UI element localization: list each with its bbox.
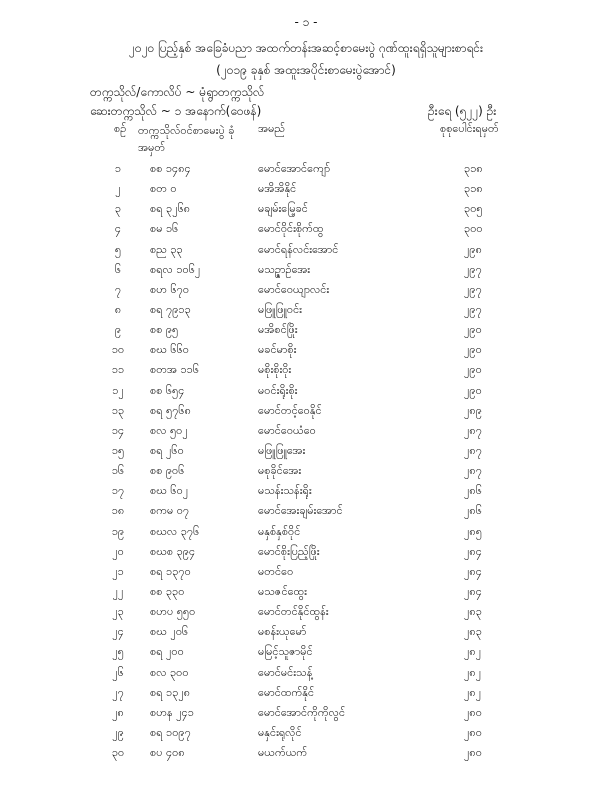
- student-name: မောင်အောင်ကျော်: [258, 162, 331, 175]
- row-number: ၈: [114, 302, 122, 316]
- total-marks: ၂၈၂: [464, 645, 482, 659]
- total-marks: ၂၉၀: [464, 323, 482, 337]
- row-number: ၁၃: [111, 403, 125, 417]
- roll-number: စရ ၃၂၆၈: [150, 202, 191, 216]
- student-name: မချမ်းမြေ့ခင်: [258, 202, 308, 216]
- total-marks: ၂၈၅: [464, 524, 482, 538]
- row-number: ၃: [114, 202, 122, 216]
- row-number: ၂၆: [112, 665, 124, 679]
- row-number: ၂: [115, 182, 121, 196]
- total-marks: ၂၈၇: [464, 443, 482, 457]
- student-name: မဖြူဖြူဝင်း: [258, 302, 302, 316]
- table-row: [0, 684, 612, 704]
- total-marks: ၂၉၈: [464, 242, 482, 256]
- page-number: - ၁ -: [294, 15, 318, 29]
- student-name: မောင်ရန်လင်းအောင်: [258, 242, 339, 256]
- roll-number: စဟန ၂၄၁: [150, 705, 194, 719]
- total-marks: ၂၉၇: [464, 262, 482, 276]
- student-name: မနှစ်နှစ်ဝိုင်: [258, 524, 301, 538]
- header-marks: စုစုပေါင်းရမှတ်: [440, 122, 499, 135]
- table-row: [0, 523, 612, 543]
- table-row: [0, 704, 612, 724]
- student-name: မသန်းသန်းရိုး: [258, 484, 312, 498]
- total-marks: ၂၈၄: [464, 564, 482, 578]
- student-name: မောင်ဝိုင်းစိုက်ထွ: [258, 222, 324, 236]
- university-line: တက္ကသိုလ်/ကောလိပ် ~ မုံရွာတက္ကသိုလ်: [90, 85, 265, 99]
- roll-number: စရ ၁၃၂၈: [150, 685, 191, 699]
- row-number: ၂၈: [112, 705, 124, 719]
- table-row: [0, 200, 612, 220]
- total-count: ဦးရေ (၅၂၂) ဦး: [428, 104, 497, 118]
- total-marks: ၂၈၀: [464, 725, 482, 739]
- roll-number: စစ ၃၃၀: [150, 584, 185, 598]
- row-number: ၁၆: [111, 464, 125, 478]
- table-row: [0, 180, 612, 200]
- total-marks: ၂၉၀: [464, 343, 482, 357]
- total-marks: ၃၁၈: [464, 162, 483, 175]
- row-number: ၂၇: [112, 685, 124, 699]
- table-row: [0, 281, 612, 301]
- row-number: ၁၀: [111, 343, 125, 357]
- total-marks: ၂၈၄: [464, 584, 482, 598]
- student-name: မအိအိနိုင်: [258, 182, 297, 196]
- total-marks: ၂၉၀: [464, 383, 482, 397]
- student-name: မောင်ထက်နိုင်: [258, 685, 315, 699]
- table-row: [0, 623, 612, 643]
- row-number: ၁၄: [111, 423, 125, 437]
- student-name: မသဇင်ထွေး: [258, 584, 307, 598]
- row-number: ၁၉: [111, 524, 125, 538]
- table-row: [0, 744, 612, 764]
- roll-number: စရ ၅၇၆၈: [150, 403, 191, 417]
- table-row: [0, 220, 612, 240]
- roll-number: စဃစ ၃၉၄: [150, 544, 196, 558]
- table-row: [0, 442, 612, 462]
- table-row: [0, 603, 612, 623]
- row-number: ၂၀: [112, 544, 124, 558]
- table-row: [0, 361, 612, 381]
- student-name: မောင်ဝေယံဝေ: [258, 423, 316, 437]
- total-marks: ၃၀၀: [464, 222, 483, 236]
- row-number: ၁: [114, 162, 122, 175]
- roll-number: စည ၃၃: [150, 242, 183, 256]
- roll-number: စတ ၀: [150, 182, 177, 196]
- total-marks: ၂၈၇: [464, 423, 482, 437]
- header-roll: တက္ကသိုလ်ဝင်စာမေးပွဲ ခုံအမှတ်: [138, 124, 235, 154]
- roll-number: စရ ၂၀၀: [150, 645, 184, 659]
- roll-number: စပ ၄၀၈: [150, 746, 185, 760]
- student-name: မသဉ္ဇာဉ်အေး: [258, 262, 311, 276]
- total-marks: ၂၈၃: [464, 605, 482, 619]
- student-name: မောင်မင်းသန့်: [258, 665, 313, 679]
- student-name: မမြင့်သူဇာမိုင်: [258, 645, 313, 659]
- total-marks: ၂၉၇: [464, 302, 482, 316]
- student-name: မစန်းယုမော်: [258, 625, 307, 639]
- table-row: [0, 664, 612, 684]
- header-name: အမည်: [258, 122, 286, 135]
- roll-number: စဟ ၆၇၀: [150, 282, 190, 296]
- roll-number: စစ ၆၅၄: [150, 383, 185, 397]
- student-name: မနှင်းရုလိုင်: [258, 725, 302, 739]
- roll-number: စမ ၁၆: [150, 222, 179, 236]
- table-row: [0, 301, 612, 321]
- total-marks: ၂၈၆: [464, 484, 482, 498]
- roll-number: စရ ၁၀၉၇: [150, 725, 191, 739]
- table-row: [0, 241, 612, 261]
- table-row: [0, 502, 612, 522]
- student-name: မအိစင်ဖြိုး: [258, 323, 298, 337]
- student-name: မစိုးစိုးဝိုး: [258, 363, 292, 377]
- table-row: [0, 402, 612, 422]
- row-number: ၁၁: [111, 363, 125, 377]
- student-name: မောင်အေးချမ်းအောင်: [258, 504, 343, 518]
- row-number: ၁၅: [111, 443, 125, 457]
- row-number: ၂၁: [112, 564, 124, 578]
- exam-center-line: ဆေးတက္ကသိုလ် ~ ၁ အနောက်(ဝေဖန်): [90, 104, 262, 118]
- table-row: [0, 321, 612, 341]
- table-row: [0, 482, 612, 502]
- row-number: ၅: [114, 242, 122, 256]
- roll-number: စရလ ၁၀၆၂: [150, 262, 201, 276]
- results-table: [0, 160, 612, 764]
- header-number: စဉ်: [114, 122, 127, 135]
- student-name: မောင်စိုးပြည့်ဖြိုး: [258, 544, 320, 558]
- table-row: [0, 563, 612, 583]
- table-row: [0, 341, 612, 361]
- total-marks: ၂၈၀: [464, 746, 482, 760]
- total-marks: ၂၈၉: [464, 403, 482, 417]
- document-title: ၂၀၂၀ ပြည့်နှစ် အခြေခံပညာ အထက်တန်းအဆင့်စာမေးပွဲ ဂုဏ်ထူးရရှိသူများစာရင်း: [128, 41, 484, 55]
- total-marks: ၃၁၈: [464, 182, 483, 196]
- student-name: မောင်တင်နိုင်ထွန်း: [258, 605, 329, 619]
- row-number: ၂၃: [112, 605, 124, 619]
- roll-number: စဃလ ၃၇၆: [150, 524, 200, 538]
- roll-number: စကမ ၀၇: [150, 504, 190, 518]
- table-row: [0, 261, 612, 281]
- student-name: မဝင်းရိုးစိုး: [258, 383, 298, 397]
- total-marks: ၂၈၄: [464, 544, 482, 558]
- row-number: ၂၅: [112, 645, 124, 659]
- row-number: ၁၇: [111, 484, 125, 498]
- table-row: [0, 643, 612, 663]
- total-marks: ၂၈၆: [464, 504, 482, 518]
- roll-number: စတအ ၁၁၆: [150, 363, 200, 377]
- student-name: မောင်တင့်ဝေနိုင်: [258, 403, 322, 417]
- roll-number: စဃ ၆၀၂: [150, 484, 189, 498]
- student-name: မဖြူဖြူအေး: [258, 443, 306, 457]
- row-number: ၁၂: [112, 383, 124, 397]
- total-marks: ၂၈၀: [464, 705, 482, 719]
- row-number: ၂၉: [112, 725, 124, 739]
- total-marks: ၂၉၀: [464, 363, 482, 377]
- student-name: မယက်ယက်: [258, 746, 308, 760]
- row-number: ၄: [114, 222, 122, 236]
- roll-number: စရ ၁၃၇၀: [150, 564, 191, 578]
- roll-number: စလ ၃၀၀: [150, 665, 189, 679]
- total-marks: ၂၈၇: [464, 464, 482, 478]
- table-row: [0, 724, 612, 744]
- roll-number: စဃ ၆၆၀: [150, 343, 189, 357]
- roll-number: စရ ၇၉၁၃: [150, 302, 191, 316]
- roll-number: စဃ ၂၀၆: [150, 625, 189, 639]
- total-marks: ၂၈၂: [464, 685, 482, 699]
- table-row: [0, 422, 612, 442]
- total-marks: ၂၉၇: [464, 282, 482, 296]
- row-number: ၂၂: [112, 584, 124, 598]
- student-name: မခင်မာစိုး: [258, 343, 297, 357]
- table-row: [0, 462, 612, 482]
- row-number: ၁၈: [111, 504, 125, 518]
- row-number: ၃၀: [111, 746, 125, 760]
- roll-number: စရ ၂၆၀: [150, 443, 184, 457]
- table-row: [0, 160, 612, 180]
- table-row: [0, 543, 612, 563]
- student-name: မောင်အောင်ကိုကိုလွင်: [258, 705, 346, 719]
- total-marks: ၂၈၃: [464, 625, 482, 639]
- student-name: မောင်ဝေယျာလင်း: [258, 282, 330, 296]
- table-row: [0, 583, 612, 603]
- roll-number: စစ ၉၅: [150, 323, 179, 337]
- student-name: မစုခိုင်အေး: [258, 464, 302, 478]
- total-marks: ၃၀၅: [464, 202, 483, 216]
- total-marks: ၂၈၂: [464, 665, 482, 679]
- row-number: ၉: [114, 323, 122, 337]
- document-subtitle: (၂၀၁၉ ခုနှစ် အထူးအပိုင်းစာမေးပွဲအောင်): [216, 63, 396, 77]
- row-number: ၆: [114, 262, 122, 276]
- roll-number: စစ ၁၄၈၄: [150, 162, 191, 175]
- roll-number: စလ ၅၀၂: [150, 423, 188, 437]
- table-row: [0, 382, 612, 402]
- roll-number: စဟပ ၅၅၀: [150, 605, 196, 619]
- student-name: မတင်ဝေ: [258, 564, 294, 578]
- row-number: ၇: [114, 282, 122, 296]
- row-number: ၂၄: [112, 625, 124, 639]
- roll-number: စစ ၉၀၆: [150, 464, 185, 478]
